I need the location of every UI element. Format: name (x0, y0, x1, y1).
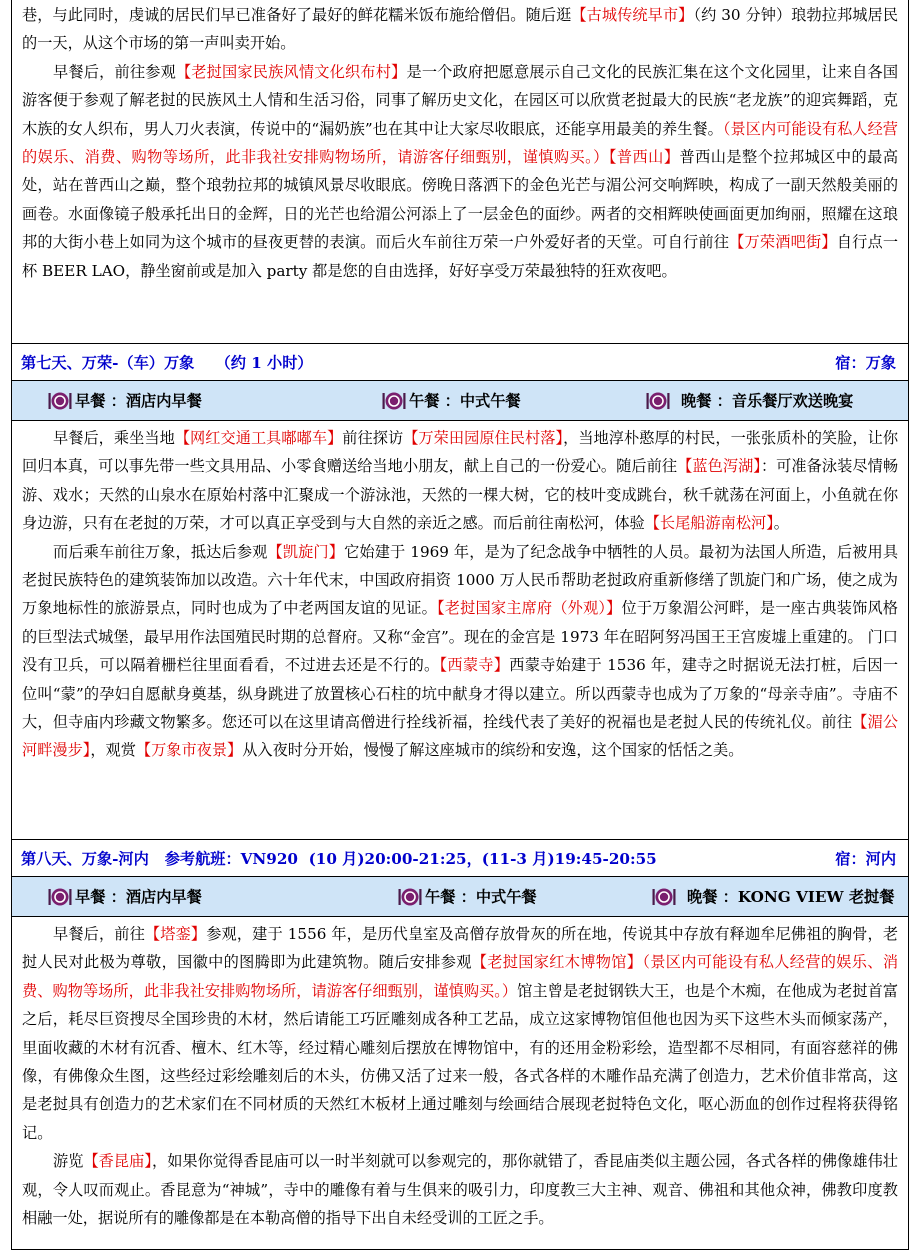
body-text: ，观赏 (90, 741, 136, 760)
body-text: 从入夜时分开始，慢慢了解这座城市的缤纷和安逸，这个国家的恬恬之美。 (242, 741, 744, 760)
day7-dinner: 晚餐 ：音乐餐厅欢送晚宴 (646, 390, 853, 411)
plate-icon (652, 887, 676, 907)
highlight-text: 【万荣酒吧街】 (729, 233, 837, 252)
body-text: 自行点一杯 BEER LAO，静坐窗前或是加入 party 都是您的自由选择，好好享受万荣最独特的狂欢夜吧。 (22, 233, 899, 280)
highlight-text: 【老挝国家红木博物馆】（景区内可能设有私人经营的娱乐、消费、购物等场所，此非我社安排购物场所，请游客仔细甄别，谨慎购买。） (22, 953, 899, 1000)
body-text: ：可准备泳装尽情畅游、戏水；天然的山泉水在原始村落中汇聚成一个游泳池，天然的一棵大树，它的枝叶变成跳台，秋千就荡在河面上，小鱼就在你身边游，只有在老挝的万荣，才可以真正享受到与大自然的亲近之感。而后前往南松河，体验 (22, 457, 899, 533)
itinerary-table (11, 0, 909, 1250)
day8-header (12, 840, 908, 877)
body-text: 西蒙寺始建于 1536 年，建寺之时据说无法打桩，后因一位叫“蒙”的孕妇自愿献身奠基，纵身跳进了放置核心石柱的坑中献身才得以建立。所以西蒙寺也成为了万象的“母亲寺庙”。寺庙不大，但寺庙内珍藏文物繁多。您还可以在这里请高僧进行拴线祈福，拴线代表了美好的祝福也是老挝人民的传统礼仪。前往 (22, 656, 899, 732)
day6-paragraph-2 (22, 58, 898, 285)
highlight-text: 【万象市夜景】 (135, 741, 243, 760)
highlight-text: 【西蒙寺】 (439, 656, 510, 675)
day7-lunch: 午餐 ：中式午餐 (382, 390, 521, 411)
body-text: 早餐后，乘坐当地 (53, 429, 175, 447)
day8-meals (12, 877, 908, 917)
body-text: 是一个政府把愿意展示自己文化的民族汇集在这个文化园里，让来自各国游客便于参观了解老挝的民族风土人情和生活习俗，同事了解历史文化，在园区可以欣赏老挝最大的民族“老龙族”的迎宾舞蹈，克木族的女人织布，男人刀火表演，传说中的“漏奶族”也在其中让大家尽收眼底，还能享用最美的养生餐。 (22, 62, 899, 138)
highlight-text: 【万荣田园原住民村落】 (403, 429, 564, 447)
body-text: 馆主曾是老挝钢铁大王，也是个木痴，在他成为老挝首富之后，耗尽巨资搜尽全国珍贵的木材，然后请能工巧匠雕刻成各种工艺品，成立这家博物馆但他也因为买下这些木头而倾家荡产，里面收藏的木材有沉香、檀木、红木等，经过精心雕刻后摆放在博物馆中，有的还用金粉彩绘，造型都不尽相同，有面容慈祥的佛像，有佛像众生图，这些经过彩绘雕刻后的木头，仿佛又活了过来一般，各式各样的木雕作品充满了创造力，艺术价值非常高，这是老挝具有创造力的艺术家们在不同材质的天然红木板材上通过雕刻与绘画结合展现老挝特色文化，呕心沥血的创作过程将获得铭记。 (22, 981, 899, 1142)
day6-content (12, 0, 908, 344)
day7-header (12, 344, 908, 381)
day8-stay: 宿：河内 (835, 849, 896, 868)
body-text: （约 30 分钟）琅勃拉邦城居民的一天，从这个市场的第一声叫卖开始。 (22, 6, 899, 53)
day7-title: 第七天、万荣-（车）万象 (21, 353, 195, 372)
highlight-text: （景区内可能设有私人经营的娱乐、消费、购物等场所，此非我社安排购物场所，请游客仔细甄别，谨慎购买。） (22, 119, 898, 167)
highlight-text: 【长尾船游南松河】 (644, 514, 774, 533)
plate-icon (48, 391, 72, 411)
highlight-text: 【网红交通工具嘟嘟车】 (174, 429, 343, 447)
highlight-text: 【塔銮】 (144, 925, 207, 943)
body-text: ，如果你觉得香昆庙可以一时半刻就可以参观完的，那你就错了，香昆庙类似主题公园，各式各样的佛像雄伟壮观，令人叹而观止。香昆意为“神城”，寺中的雕像有着与生俱来的吸引力，印度教三大主神、观音、佛祖和其他众神，佛教印度教相融一处，据说所有的雕像都是在本勒高僧的指导下出自未经受训的工匠之手。 (22, 1152, 898, 1228)
highlight-text: 【老挝国家主席府（外观）】 (436, 599, 622, 618)
day7-breakfast: 早餐 ：酒店内早餐 (48, 390, 202, 411)
highlight-text: 【古城传统早市】 (571, 6, 694, 24)
body-text: 早餐后，前往 (53, 925, 145, 943)
day8-content (12, 917, 908, 1250)
highlight-text: 【湄公河畔漫步】 (22, 713, 899, 760)
body-text: ，当地淳朴憨厚的村民，一张张质朴的笑脸，让你回归本真，可以事先带一些文具用品、小零食赠送给当地小朋友，献上自己的一份爱心。随后前往 (22, 429, 899, 476)
day8-lunch: 午餐 ：中式午餐 (398, 886, 537, 907)
body-text: 它始建于 1969 年，是为了纪念战争中牺牲的人员。最初为法国人所造，后被用具老挝民族特色的建筑装饰加以改造。六十年代末，中国政府捐资 1000 万人民币帮助老挝政府重新修缮了凯旋门和广场，使之成为万象地标性的旅游景点，同时也成为了中老两国友谊的见证。 (22, 542, 899, 618)
plate-icon (646, 391, 670, 411)
day7-duration: （约 1 小时） (215, 353, 313, 372)
plate-icon (398, 887, 422, 907)
body-text: 巷，与此同时，虔诚的居民们早已准备好了最好的鲜花糯米饭布施给僧侣。随后逛 (22, 6, 572, 24)
body-text: 游览 (53, 1152, 84, 1171)
highlight-text: 【老挝国家民族风情文化织布村】 (175, 62, 407, 81)
body-text: 前往探访 (342, 429, 404, 447)
day8-paragraph-2 (22, 1147, 898, 1232)
body-text: 位于万象湄公河畔，是一座古典装饰风格的巨型法式城堡，最早用作法国殖民时期的总督府。又称“金宫”。现在的金宫是 1973 年在昭阿努冯国王王宫废墟上重建的。 门口没有卫兵，可以隔着栅栏往里面看看，不过进去还是不行的。 (22, 599, 898, 675)
body-text: 普西山是整个拉邦城区中的最高处，站在普西山之巅，整个琅勃拉邦的城镇风景尽收眼底。傍晚日落洒下的金色光芒与湄公河交响辉映，构成了一副天然般美丽的画卷。水面像镜子般承托出日的金辉，日的光芒也给湄公河添上了一层金色的面纱。两者的交相辉映使画面更加绚丽，照耀在这琅邦的大街小巷上如同为这个城市的昼夜更替的表演。而后火车前往万荣一户外爱好者的天堂。可自行前往 (22, 148, 899, 252)
day7-paragraph-2 (22, 538, 898, 765)
highlight-text: 【凯旋门】 (267, 542, 345, 561)
day8-title: 第八天、万象-河内 (21, 849, 149, 868)
body-text: 而后乘车前往万象，抵达后参观 (53, 542, 268, 561)
day7-stay: 宿：万象 (835, 353, 896, 372)
day8-paragraph-1 (22, 920, 898, 1147)
plate-icon (382, 391, 406, 411)
day7-paragraph-1 (22, 424, 898, 538)
day6-paragraph-1 (22, 1, 898, 58)
highlight-text: 【香昆庙】 (83, 1152, 152, 1171)
body-text: 参观，建于 1556 年，是历代皇室及高僧存放骨灰的所在地，传说其中存放有释迦牟尼佛祖的胸骨，老挝人民对此极为尊敬，国徽中的图腾即为此建筑物。随后安排参观 (22, 925, 899, 972)
day7-meals (12, 381, 908, 421)
day8-dinner: 晚餐 ：KONG VIEW 老挝餐 (652, 886, 894, 907)
day7-content (12, 421, 908, 840)
highlight-text: 【蓝色泻湖】 (677, 457, 761, 476)
body-text: 早餐后，前往参观 (53, 62, 176, 81)
plate-icon (48, 887, 72, 907)
body-text: 。 (773, 514, 789, 533)
day8-flight: 参考航班：VN920 (10 月)20:00-21:25，(11-3 月)19:45-20:55 (164, 849, 657, 868)
day8-breakfast: 早餐 ：酒店内早餐 (48, 886, 202, 907)
highlight-text: 【普西山】 (608, 148, 680, 167)
